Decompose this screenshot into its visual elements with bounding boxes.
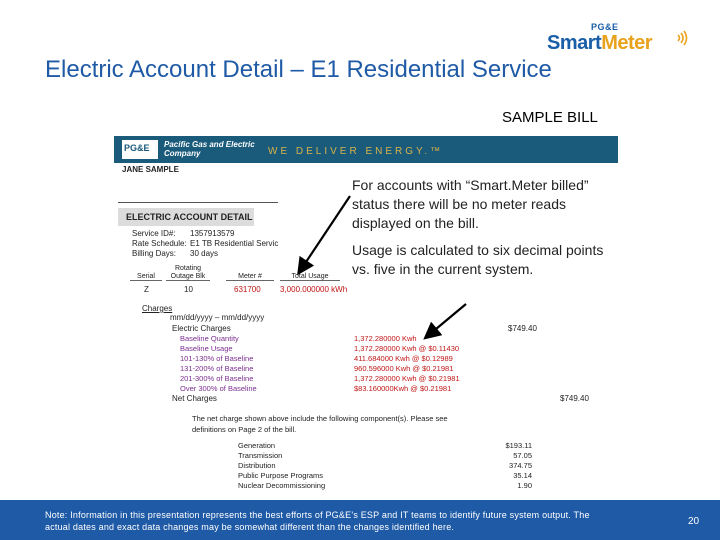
bill-table-value: 10 bbox=[184, 285, 193, 294]
bill-info-label: Billing Days: bbox=[132, 249, 177, 258]
bill-line-value: 1,372.280000 Kwh @ $0.21981 bbox=[354, 374, 460, 383]
bill-info-value: E1 TB Residential Servic bbox=[190, 239, 279, 248]
bill-line-value: 960.596000 Kwh @ $0.21981 bbox=[354, 364, 454, 373]
bill-component-label: Transmission bbox=[238, 451, 283, 460]
logo-meter-word: Meter bbox=[601, 32, 653, 54]
bill-table-value: Z bbox=[144, 285, 149, 294]
bill-line-value: 1,372.280000 Kwh @ $0.11430 bbox=[354, 344, 460, 353]
sample-bill-label: SAMPLE BILL bbox=[502, 109, 598, 126]
bill-net-total: $749.40 bbox=[560, 394, 589, 403]
bill-table-header: Serial bbox=[137, 273, 155, 280]
bill-line-label: Baseline Usage bbox=[180, 344, 233, 353]
bill-line-label: Baseline Quantity bbox=[180, 334, 239, 343]
bill-info-value: 1357913579 bbox=[190, 229, 235, 238]
bill-component-value: 35.14 bbox=[513, 471, 532, 480]
bill-component-label: Generation bbox=[238, 441, 276, 450]
bill-table-header: Meter # bbox=[238, 273, 262, 280]
bill-line-label: 101-130% of Baseline bbox=[180, 354, 254, 363]
bill-line-value: 1,372.280000 Kwh bbox=[354, 334, 417, 343]
bill-component-value: 1.90 bbox=[517, 481, 532, 490]
bill-line-label: Over 300% of Baseline bbox=[180, 384, 257, 393]
callout-usage-precision: Usage is calculated to six decimal points vs. five in the current system. bbox=[352, 242, 604, 277]
bill-component-label: Public Purpose Programs bbox=[238, 471, 324, 480]
bill-component-value: 57.05 bbox=[513, 451, 532, 460]
bill-line-label: 201-300% of Baseline bbox=[180, 374, 254, 383]
callout-meter-reads: For accounts with “Smart.Meter billed” status there will be no meter reads displayed on the bill. bbox=[352, 177, 589, 231]
logo-smart-word: Smart bbox=[547, 32, 602, 54]
bill-customer-name: JANE SAMPLE bbox=[122, 165, 179, 174]
arrow-to-usage-lines bbox=[430, 304, 466, 334]
bill-electric-charges: Electric Charges bbox=[172, 324, 231, 333]
bill-table-value: 631700 bbox=[234, 285, 261, 294]
bill-logo-text: PG&E bbox=[124, 143, 150, 153]
bill-component-label: Nuclear Decommissioning bbox=[238, 481, 326, 490]
bill-component-value: $193.11 bbox=[505, 441, 532, 450]
bill-info-label: Rate Schedule: bbox=[132, 239, 187, 248]
bill-table-header: Rotating Outage Blk bbox=[170, 265, 206, 280]
logo-pge-text: PG&E bbox=[591, 22, 619, 32]
bill-line-value: $83.160000Kwh @ $0.21981 bbox=[354, 384, 452, 393]
bill-line-value: 411.684000 Kwh @ $0.12989 bbox=[354, 354, 453, 363]
bill-line-label: 131-200% of Baseline bbox=[180, 364, 254, 373]
bill-company-name: Pacific Gas and Electric Company bbox=[164, 140, 255, 158]
bill-component-label: Distribution bbox=[238, 461, 276, 470]
bill-table-value: 3,000.000000 kWh bbox=[280, 285, 348, 294]
bill-charges-title: Charges bbox=[142, 304, 173, 313]
bill-table-header: Total Usage bbox=[291, 273, 329, 280]
footer-note: Note: Information in this presentation represents the best efforts of PG&E’s ESP and IT teams to identify future system output. The actual dates and exact data changes may be somewhat different than the changes identified here. bbox=[45, 510, 590, 532]
bill-section-title: ELECTRIC ACCOUNT DETAIL bbox=[118, 208, 254, 226]
bill-electric-total: $749.40 bbox=[508, 324, 537, 333]
bill-period: mm/dd/yyyy – mm/dd/yyyy bbox=[170, 313, 265, 322]
arrow-to-total-usage bbox=[302, 196, 350, 268]
bill-tagline: WE DELIVER ENERGY.™ bbox=[268, 146, 444, 157]
bill-info-value: 30 days bbox=[190, 249, 219, 258]
page-number: 20 bbox=[688, 516, 700, 527]
page-title: Electric Account Detail – E1 Residential Service bbox=[45, 56, 552, 83]
bill-info-label: Service ID#: bbox=[132, 229, 176, 238]
bill-net-charges: Net Charges bbox=[172, 394, 217, 403]
bill-component-note: The net charge shown above include the following component(s). Please see definitions on Page 2 of the bill. bbox=[192, 414, 448, 434]
bill-component-value: 374.75 bbox=[509, 461, 532, 470]
